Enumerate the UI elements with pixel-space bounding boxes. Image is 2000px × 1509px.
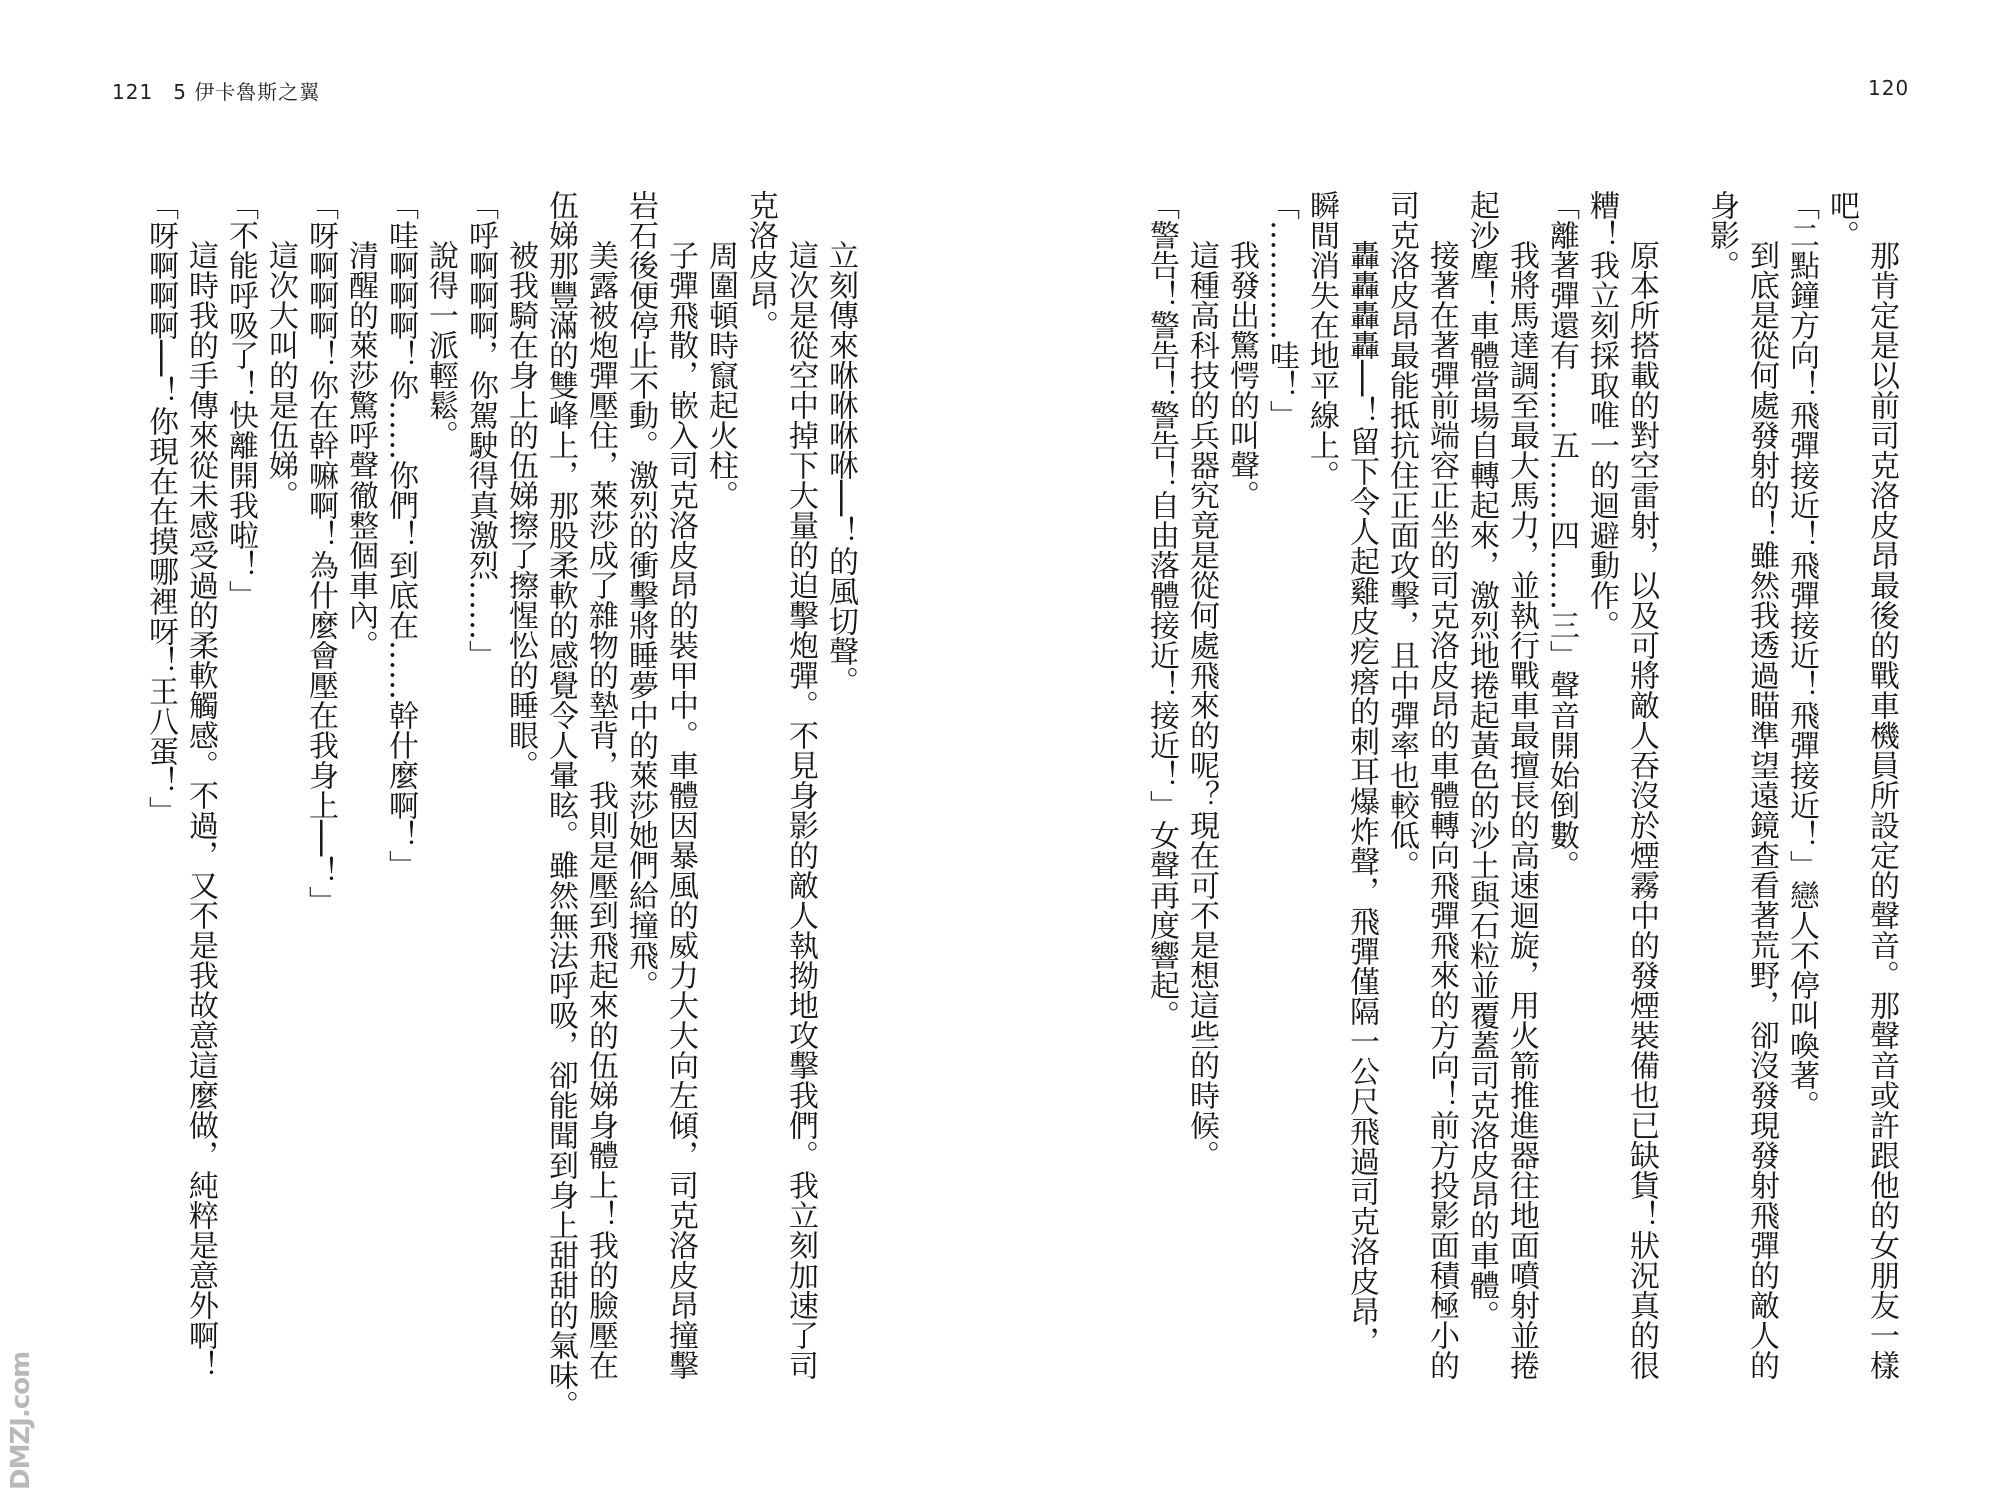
text-column: 「不能呼吸了！快離開我啦！」 [223,190,258,610]
right-page-number: 120 [1868,76,1910,100]
text-column: 我將馬達調至最大馬力，並執行戰車最擅長的高速迴旋，用火箭推進器往地面噴射並捲 [1504,240,1539,1380]
text-column: 吧。 [1824,190,1859,250]
text-column: 原本所搭載的對空雷射，以及可將敵人吞沒於煙霧中的發煙裝備也已缺貨！狀況真的很 [1624,240,1659,1380]
text-column: 「呀啊啊啊──！你現在在摸哪裡呀！王八蛋！」 [143,190,178,827]
text-column: 清醒的萊莎驚呼聲徹整個車內。 [343,240,378,660]
text-column: 「哇啊啊啊！你……你們！到底在……幹什麼啊！」 [383,190,418,880]
text-column: 立刻傳來咻咻咻咻──！的風切聲。 [823,240,858,697]
text-column: 「二點鐘方向！飛彈接近！飛彈接近！飛彈接近！」戀人不停叫喚著。 [1784,190,1819,1120]
text-column: 那肯定是以前司克洛皮昂最後的戰車機員所設定的聲音。那聲音或許跟他的女朋友一樣 [1864,240,1899,1380]
text-column: 「呼啊啊啊，你駕駛得真激烈……」 [463,190,498,670]
left-page-header [112,76,320,105]
text-column: 「警告！警告！警告！自由落體接近！接近！」女聲再度響起。 [1144,190,1179,1030]
text-column: 被我騎在身上的伍娣擦了擦惺忪的睡眼。 [503,240,538,780]
text-column: 子彈飛散，嵌入司克洛皮昂的裝甲中。車體因暴風的威力大大向左傾，司克洛皮昂撞擊 [663,240,698,1380]
chapter-title: 5 伊卡魯斯之翼 [173,80,321,104]
text-column: 身影。 [1704,190,1739,280]
text-column: 接著在著彈前端容正坐的司克洛皮昂的車體轉向飛彈飛來的方向！前方投影面積極小的 [1424,240,1459,1380]
text-column: 瞬間消失在地平線上。 [1304,190,1339,490]
text-column: 「…………哇！」 [1264,190,1299,430]
text-column: 美露被炮彈壓住，萊莎成了雜物的墊背，我則是壓到飛起來的伍娣身體上！我的臉壓在 [583,240,618,1380]
text-column: 岩石後便停止不動。激烈的衝擊將睡夢中的萊莎她們給撞飛。 [623,190,658,1000]
left-page-number: 121 [112,80,154,104]
text-column: 「離著彈還有……五……四……三」聲音開始倒數。 [1544,190,1579,880]
text-column: 我發出驚愕的叫聲。 [1224,240,1259,510]
text-column: 周圍頓時竄起火柱。 [703,240,738,510]
text-column: 「呀啊啊啊！你在幹嘛啊！為什麼會壓在我身上──！」 [303,190,338,917]
text-column: 轟轟轟轟──！留下令人起雞皮疙瘩的刺耳爆炸聲，飛彈僅隔一公尺飛過司克洛皮昂， [1344,240,1379,1357]
text-column: 這時我的手傳來從未感受過的柔軟觸感。不過，又不是我故意這麼做，純粹是意外啊！ [183,240,218,1380]
text-column: 這種高科技的兵器究竟是從何處飛來的呢？現在可不是想這些的時候。 [1184,240,1219,1170]
text-column: 司克洛皮昂最能抵抗住正面攻擊，且中彈率也較低。 [1384,190,1419,880]
text-column: 克洛皮昂。 [743,190,778,340]
text-column: 起沙塵！車體當場自轉起來，激烈地捲起黃色的沙土與石粒並覆蓋司克洛皮昂的車體。 [1464,190,1499,1330]
text-column: 說得一派輕鬆。 [423,240,458,450]
watermark: DMZJ.com [6,1351,36,1490]
text-column: 到底是從何處發射的！雖然我透過瞄準望遠鏡查看著荒野，卻沒發現發射飛彈的敵人的 [1744,240,1779,1380]
text-column: 這次大叫的是伍娣。 [263,240,298,510]
text-column: 伍娣那豐滿的雙峰上，那股柔軟的感覺令人暈眩。雖然無法呼吸，卻能聞到身上甜甜的氣味。 [543,190,578,1420]
text-column: 這次是從空中掉下大量的迫擊炮彈。不見身影的敵人執拗地攻擊我們。我立刻加速了司 [783,240,818,1380]
text-column: 糟！我立刻採取唯一的迴避動作。 [1584,190,1619,640]
